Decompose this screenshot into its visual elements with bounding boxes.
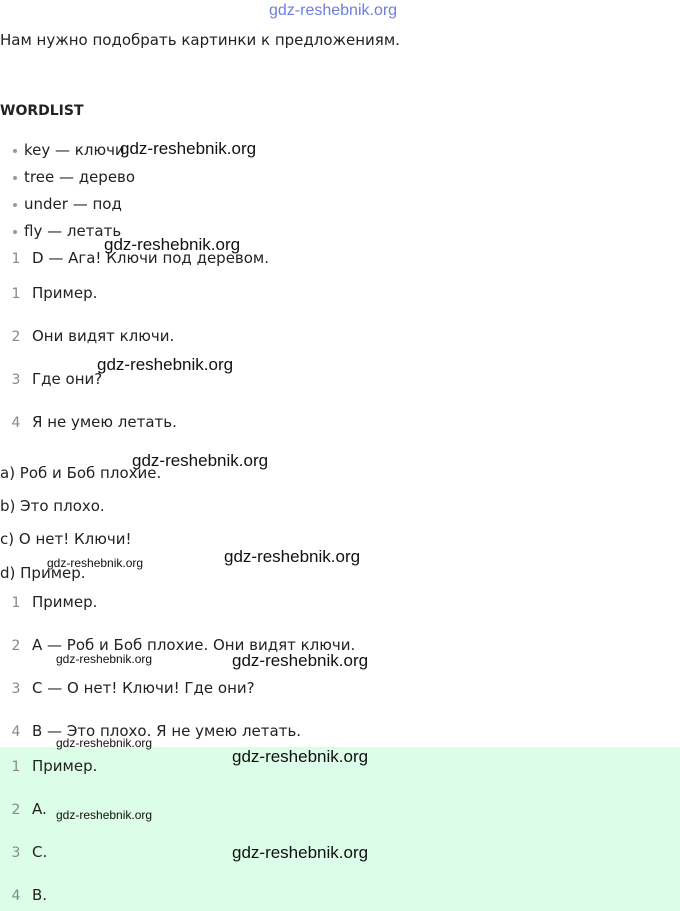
final-answer-row: [0, 799, 47, 819]
watermark: gdz-reshebnik.org: [132, 451, 269, 470]
row-number: 4: [11, 724, 21, 740]
bullet-icon: [13, 176, 17, 180]
wordlist-item: tree — дерево: [13, 167, 135, 194]
final-answer-row: [0, 756, 97, 776]
row-text: Пример.: [32, 284, 98, 302]
final-answer-row: [0, 885, 47, 905]
translation-row: [0, 369, 102, 389]
bullet-icon: [13, 230, 17, 234]
picture-caption-row: c) О нет! Ключи!: [0, 530, 132, 548]
watermark: gdz-reshebnik.org: [56, 652, 153, 666]
row-number: 2: [11, 802, 21, 818]
row-text: Они видят ключи.: [32, 327, 175, 345]
match-row: [0, 678, 255, 698]
watermark: gdz-reshebnik.org: [56, 736, 153, 750]
row-text: C.: [32, 843, 48, 861]
row-text: Пример.: [32, 757, 98, 775]
row-text: A — Роб и Боб плохие. Они видят ключи.: [32, 636, 356, 654]
watermark: gdz-reshebnik.org: [97, 355, 234, 374]
match-row: [0, 592, 97, 612]
highlighted-answer-block: [0, 747, 680, 911]
row-number: 3: [11, 372, 21, 388]
wordlist-item: fly — летать: [13, 221, 135, 248]
bullet-icon: [13, 203, 17, 207]
bullet-icon: [13, 149, 17, 153]
row-number: 2: [11, 329, 21, 345]
final-answer-row: [0, 842, 47, 862]
wordlist-heading: WORDLIST: [0, 103, 84, 119]
watermark-top[interactable]: gdz-reshebnik.org: [269, 2, 398, 19]
row-number: 3: [11, 681, 21, 697]
row-text: Пример.: [32, 593, 98, 611]
translation-row: [0, 326, 174, 346]
row-number: 1: [11, 251, 21, 267]
row-text: D — Ага! Ключи под деревом.: [32, 249, 270, 267]
watermark: gdz-reshebnik.org: [232, 747, 369, 766]
row-number: 1: [11, 286, 21, 302]
watermark: gdz-reshebnik.org: [104, 235, 241, 254]
row-text: Где они?: [32, 370, 103, 388]
picture-caption-row: a) Роб и Боб плохие.: [0, 464, 162, 482]
watermark: gdz-reshebnik.org: [224, 547, 361, 566]
translation-row: [0, 283, 97, 303]
wordlist-item: under — под: [13, 194, 135, 221]
row-text: B.: [32, 886, 48, 904]
row-number: 2: [11, 638, 21, 654]
watermark: gdz-reshebnik.org: [47, 556, 144, 570]
row-text: B — Это плохо. Я не умею летать.: [32, 722, 302, 740]
picture-caption-row: b) Это плохо.: [0, 497, 105, 515]
translation-row: [0, 412, 177, 432]
watermark: gdz-reshebnik.org: [120, 139, 257, 158]
watermark: gdz-reshebnik.org: [232, 843, 369, 862]
wordlist: [13, 140, 135, 248]
picture-caption-row: d) Пример.: [0, 564, 86, 582]
row-text: C — О нет! Ключи! Где они?: [32, 679, 255, 697]
intro-text: Нам нужно подобрать картинки к предложениям.: [0, 31, 400, 49]
row-text: A.: [32, 800, 47, 818]
watermark: gdz-reshebnik.org: [232, 651, 369, 670]
row-number: 4: [11, 888, 21, 904]
row-number: 1: [11, 595, 21, 611]
row-number: 4: [11, 415, 21, 431]
watermark: gdz-reshebnik.org: [56, 808, 153, 822]
row-number: 1: [11, 759, 21, 775]
row-text: Я не умею летать.: [32, 413, 177, 431]
row-number: 3: [11, 845, 21, 861]
wordlist-item: key — ключи: [13, 140, 135, 167]
